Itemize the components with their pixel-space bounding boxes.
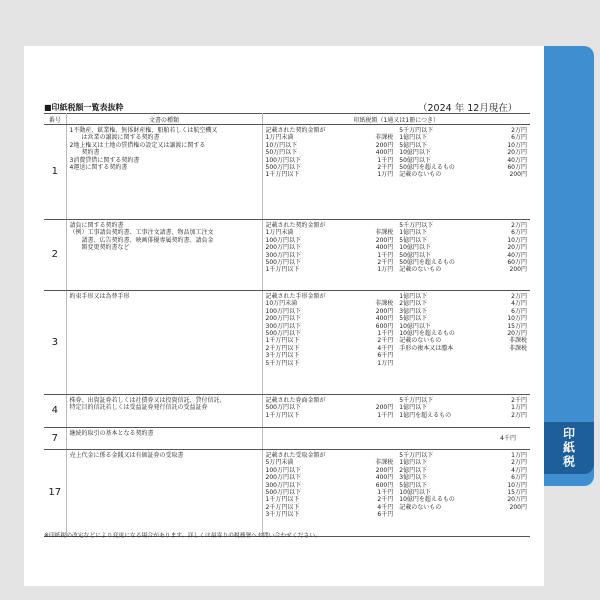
bracket-condition: 200万円以下 [265, 315, 301, 323]
bracket-amount: 1千円 [377, 329, 394, 337]
bracket-condition: 1万円未満 [265, 229, 294, 237]
tax-bracket [266, 244, 394, 251]
bracket-amount: 4万円 [511, 466, 527, 474]
bracket-condition: 2億円以下 [399, 466, 428, 474]
bracket-condition: 3億円以下 [399, 474, 428, 482]
tax-bracket [399, 300, 527, 307]
tax-bracket [399, 244, 527, 251]
tax-bracket [266, 482, 394, 489]
bracket-amount: 400円 [375, 244, 394, 252]
bracket-condition: 5千万円以下 [399, 127, 434, 134]
bracket-amount: 10万円 [507, 481, 527, 489]
bracket-amount: 400円 [375, 474, 394, 482]
bracket-amount: 1万円 [511, 452, 527, 459]
tax-bracket [266, 300, 394, 307]
tax-amount-columns [266, 293, 528, 367]
document-type-line: は営業の譲渡に関する契約書 [81, 134, 160, 142]
bracket-amount: 4万円 [511, 300, 527, 308]
bracket-amount: 400円 [375, 149, 394, 157]
bracket-amount: 非課税 [375, 229, 394, 237]
bracket-condition: 5億円以下 [399, 315, 428, 323]
tax-bracket [399, 412, 527, 419]
bracket-amount: 20万円 [507, 496, 527, 504]
bracket-amount: 4千円 [377, 503, 394, 511]
bracket-amount: 非課税 [375, 459, 394, 467]
bracket-condition: 3億円以下 [399, 307, 428, 315]
stamp-duty-table [44, 113, 530, 537]
bracket-condition: 5億円以下 [399, 481, 428, 489]
row-number: 3 [44, 291, 66, 395]
bracket-amount: 15万円 [507, 488, 527, 496]
bracket-amount: 非課税 [375, 134, 394, 142]
tax-amount-cell [262, 450, 530, 537]
bracket-condition: 10億円以下 [399, 149, 431, 157]
bracket-amount: 非課税 [508, 344, 527, 352]
bracket-amount: 1千円 [377, 251, 394, 259]
bracket-condition: 200万円以下 [265, 474, 301, 482]
tax-bracket [266, 229, 394, 236]
bracket-amount: 2千円 [377, 337, 394, 345]
bracket-condition: 500万円以下 [265, 258, 301, 266]
tax-bracket [399, 404, 527, 411]
tax-amount-column-left [266, 452, 397, 519]
tax-bracket [266, 496, 394, 503]
tax-bracket [266, 459, 394, 466]
bracket-condition: 50億円を超えるもの [399, 258, 455, 266]
tax-amount-cell [262, 395, 530, 428]
bracket-condition: 記載された契約金額が [265, 222, 326, 229]
bracket-amount: 20万円 [507, 244, 527, 252]
tax-amount: 4千円 [262, 428, 530, 450]
bracket-amount: 6万円 [511, 229, 527, 237]
bracket-condition: 100万円以下 [265, 156, 301, 164]
document-type-line: 特定目的信託若しくは受益証券発行信託の受益証券 [69, 404, 208, 412]
bracket-condition: 100万円以下 [265, 466, 301, 474]
bracket-amount: 2千円 [377, 496, 394, 504]
tax-amount-columns [266, 397, 528, 419]
tax-bracket [266, 511, 394, 518]
bracket-condition: 記載のないもの [399, 337, 442, 345]
bracket-amount: 200円 [375, 404, 394, 412]
bracket-amount: 非課税 [375, 300, 394, 308]
row-number: 4 [44, 395, 66, 428]
document-type-line: 請負に関する契約書 [69, 222, 124, 229]
bracket-condition: 10億円以下 [399, 488, 431, 496]
footnote: ※印紙税の改定などにより変更になる場合があります。詳しくは最寄りの税務署へお問い合わせください。 [44, 533, 321, 539]
tax-bracket [399, 345, 527, 352]
document-type-line: 1不動産、鉱業権、無体財産権、船舶若しくは航空機又 [69, 127, 218, 134]
tax-amount-cell [262, 220, 530, 291]
header-document: 文書の種類 [66, 114, 262, 125]
bracket-amount: 200円 [375, 236, 394, 244]
bracket-amount: 2万円 [511, 411, 527, 419]
bracket-amount: 200円 [509, 171, 527, 179]
bracket-condition: 200万円以下 [265, 244, 301, 252]
tax-amount-column-right [396, 452, 527, 519]
bracket-condition: 1億円以下 [399, 293, 428, 300]
document-type-line: 契約書 [81, 149, 100, 157]
table-row [44, 220, 530, 291]
bracket-condition: 50億円以下 [399, 156, 431, 164]
bracket-amount: 40万円 [507, 156, 527, 164]
tax-amount-column-right [396, 397, 527, 419]
document-type-cell [66, 220, 262, 291]
bracket-condition: 記載された受取金額が [265, 452, 326, 459]
bracket-condition: 3千万円以下 [265, 352, 300, 360]
side-tab-label[interactable]: 印紙税 [544, 422, 594, 474]
tax-bracket [399, 337, 527, 344]
bracket-amount: 15万円 [507, 322, 527, 330]
row-number: 1 [44, 125, 66, 220]
document-type-line: 2地上権又は土地の賃借権の設定又は譲渡に関する [69, 141, 206, 149]
bracket-condition: 50億円を超えるもの [399, 163, 455, 171]
tax-amount-column-right [396, 222, 527, 274]
document-type-cell [66, 125, 262, 220]
bracket-condition: 1千万円以下 [265, 171, 300, 179]
tax-bracket [266, 252, 394, 259]
tax-bracket [266, 474, 394, 481]
row-number: 2 [44, 220, 66, 291]
tax-bracket [266, 134, 394, 141]
bracket-condition: 1億円以下 [399, 404, 428, 412]
row-number: 7 [44, 428, 66, 450]
bracket-condition: 2億円以下 [399, 300, 428, 308]
table-header-row [44, 114, 530, 125]
tax-amount-column-left [266, 127, 397, 179]
tax-amount-columns [266, 222, 528, 274]
tax-amount-columns [266, 452, 528, 519]
tax-bracket [266, 315, 394, 322]
bracket-amount: 20万円 [507, 329, 527, 337]
side-index-tab[interactable] [544, 46, 594, 486]
bracket-condition: 記載された契約金額が [265, 127, 326, 134]
bracket-amount: 1万円 [511, 404, 527, 412]
bracket-condition: 5千万円以下 [399, 397, 434, 404]
bracket-amount: 10万円 [507, 236, 527, 244]
bracket-condition: 5億円以下 [399, 236, 428, 244]
bracket-condition: 100万円以下 [265, 236, 301, 244]
bracket-condition: 1億円を超えるもの [399, 411, 452, 419]
tax-amount-column-right [396, 127, 527, 179]
bracket-condition: 10億円以下 [399, 244, 431, 252]
bracket-condition: 記載のないもの [399, 503, 442, 511]
bracket-amount: 2千円 [511, 397, 527, 404]
bracket-amount: 非課税 [508, 337, 527, 345]
row-number: 17 [44, 450, 66, 537]
tax-bracket [399, 171, 527, 178]
header-amount: 印紙税額（1通又は1冊につき） [262, 114, 530, 125]
bracket-condition: 300万円以下 [265, 481, 301, 489]
bracket-condition: 5千万円以下 [399, 452, 434, 459]
tax-bracket [266, 157, 394, 164]
bracket-condition: 10億円以下 [399, 322, 431, 330]
tax-bracket [266, 412, 394, 419]
bracket-condition: 500万円以下 [265, 488, 301, 496]
bracket-amount: 40万円 [507, 251, 527, 259]
tax-bracket [399, 266, 527, 273]
tax-bracket [399, 482, 527, 489]
bracket-condition: 5億円以下 [399, 141, 428, 149]
bracket-amount: 1千円 [377, 411, 394, 419]
bracket-condition: 1万円未満 [265, 134, 294, 142]
bracket-amount: 200円 [375, 466, 394, 474]
bracket-condition: 1億円以下 [399, 459, 428, 467]
bracket-amount: 10万円 [507, 315, 527, 323]
bracket-condition: 記載された券面金額が [265, 397, 326, 404]
bracket-condition: 記載のないもの [399, 266, 442, 274]
bracket-amount: 2千円 [377, 163, 394, 171]
header-number: 番号 [44, 114, 66, 125]
bracket-amount: 1千円 [377, 156, 394, 164]
table-row [44, 395, 530, 428]
bracket-amount: 60万円 [507, 163, 527, 171]
bracket-condition: 100万円以下 [265, 307, 301, 315]
bracket-amount: 600円 [375, 322, 394, 330]
tax-bracket [399, 504, 527, 511]
tax-bracket [266, 337, 394, 344]
bracket-condition: 300万円以下 [265, 251, 301, 259]
bracket-condition: 10万円未満 [265, 300, 298, 308]
sheet-date: （2024 年 12月現在） [418, 103, 518, 114]
bracket-amount: 200円 [375, 141, 394, 149]
bracket-amount: 2万円 [511, 293, 527, 300]
bracket-amount: 200円 [509, 503, 527, 511]
bracket-amount: 6万円 [511, 307, 527, 315]
bracket-amount: 2千円 [377, 258, 394, 266]
bracket-condition: 1千万円以下 [265, 496, 300, 504]
bracket-amount: 200円 [375, 307, 394, 315]
bracket-amount: 4千円 [377, 344, 394, 352]
bracket-amount: 6万円 [511, 474, 527, 482]
bracket-amount: 1万円 [377, 359, 394, 367]
table-row [44, 450, 530, 537]
bracket-condition: 記載された手形金額が [265, 293, 326, 300]
bracket-condition: 2千万円以下 [265, 503, 300, 511]
bracket-amount: 1万円 [377, 266, 394, 274]
tax-bracket [399, 157, 527, 164]
bracket-condition: 5万円未満 [265, 459, 294, 467]
document-type-line: 3消費貸借に関する契約書 [69, 156, 140, 164]
bracket-amount: 1千円 [377, 488, 394, 496]
document-type-cell [66, 291, 262, 395]
tax-amount-column-left [266, 222, 397, 274]
bracket-condition: 1千万円以下 [265, 266, 300, 274]
bracket-condition: 1億円以下 [399, 134, 428, 142]
bracket-condition: 1億円以下 [399, 229, 428, 237]
document-type-line: 株券、出資証券若しくは社債券又は投資信託、貸付信託、 [69, 397, 226, 404]
bracket-condition: 手形の複本又は謄本 [399, 344, 454, 352]
document-type-line: 売上代金に係る金銭又は有価証券の受取書 [69, 452, 184, 459]
bracket-condition: 1千万円以下 [265, 337, 300, 345]
tax-bracket [266, 360, 394, 367]
tax-bracket [399, 496, 527, 503]
bracket-condition: 2千万円以下 [265, 344, 300, 352]
bracket-amount: 400円 [375, 315, 394, 323]
bracket-amount: 6千円 [377, 352, 394, 360]
bracket-condition: 300万円以下 [265, 322, 301, 330]
table-row [44, 428, 530, 450]
tax-bracket [266, 171, 394, 178]
document-type-cell [66, 428, 262, 450]
tax-bracket [266, 404, 394, 411]
tax-bracket [266, 149, 394, 156]
bracket-condition: 記載のないもの [399, 171, 442, 179]
bracket-amount: 1万円 [377, 171, 394, 179]
document-type-line: 約束手形又は為替手形 [69, 293, 130, 300]
tax-amount-column-left [266, 397, 397, 419]
bracket-condition: 10万円以下 [265, 141, 298, 149]
sheet-title: ■印紙税額一覧表抜粋 [44, 103, 124, 112]
bracket-amount: 6万円 [511, 134, 527, 142]
bracket-amount: 2万円 [511, 127, 527, 134]
bracket-condition: 500万円以下 [265, 404, 301, 412]
document-type-line: 継続的取引の基本となる契約書 [69, 430, 154, 437]
bracket-condition: 10億円を超えるもの [399, 329, 455, 337]
tax-bracket [399, 149, 527, 156]
bracket-amount: 6千円 [377, 511, 394, 519]
bracket-condition: 10億円を超えるもの [399, 496, 455, 504]
bracket-condition: 5千万円以下 [265, 359, 300, 367]
bracket-amount: 60万円 [507, 258, 527, 266]
document-type-line: （例）工事請負契約書、工事注文請書、物品加工注文 [69, 229, 214, 237]
bracket-amount: 10万円 [507, 141, 527, 149]
tax-bracket [399, 323, 527, 330]
bracket-amount: 200円 [509, 266, 527, 274]
tax-bracket [399, 134, 527, 141]
tax-bracket [399, 252, 527, 259]
table-row [44, 125, 530, 220]
tax-bracket [399, 459, 527, 466]
tax-bracket [266, 352, 394, 359]
document-type-line: 請書、広告契約書、映画俳優専属契約書、請負金 [81, 236, 214, 244]
bracket-amount: 2万円 [511, 459, 527, 467]
bracket-condition: 500万円以下 [265, 163, 301, 171]
tax-amount-cell [262, 125, 530, 220]
tax-amount-column-right [396, 293, 527, 367]
bracket-condition: 500万円以下 [265, 329, 301, 337]
tax-bracket [266, 323, 394, 330]
bracket-amount: 2万円 [511, 222, 527, 229]
tax-bracket [399, 474, 527, 481]
tax-bracket [399, 315, 527, 322]
bracket-condition: 50万円以下 [265, 149, 298, 157]
tax-bracket [399, 229, 527, 236]
bracket-amount: 600円 [375, 481, 394, 489]
document-type-cell [66, 395, 262, 428]
tax-amount-columns [266, 127, 528, 179]
bracket-amount: 20万円 [507, 149, 527, 157]
document-type-line: 額変更契約書など [81, 244, 130, 252]
table-row [44, 291, 530, 395]
bracket-condition: 1千万円以下 [265, 411, 300, 419]
document-type-cell [66, 450, 262, 537]
tax-amount-cell [262, 291, 530, 395]
document-type-line: 4運送に関する契約書 [69, 164, 128, 172]
tax-amount-column-left [266, 293, 397, 367]
bracket-condition: 5千万円以下 [399, 222, 434, 229]
bracket-condition: 3千万円以下 [265, 511, 300, 519]
tax-bracket [266, 266, 394, 273]
bracket-condition: 50億円以下 [399, 251, 431, 259]
